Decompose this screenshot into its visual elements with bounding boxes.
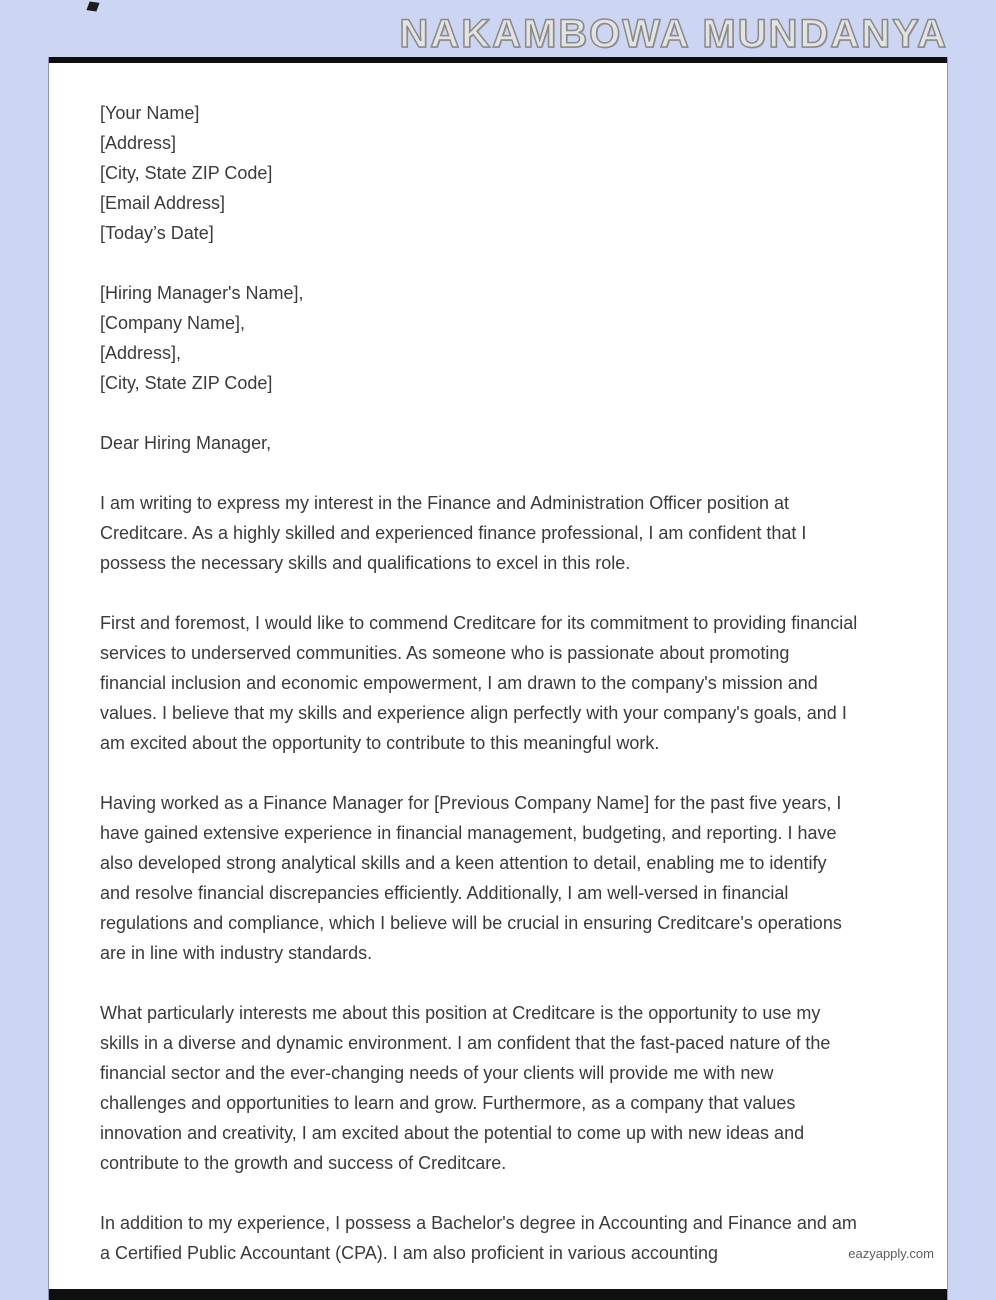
sender-date-line: [Today’s Date] <box>100 223 214 243</box>
sender-city-line: [City, State ZIP Code] <box>100 163 273 183</box>
watermark: eazyapply.com <box>848 1246 934 1261</box>
recipient-name-line: [Hiring Manager's Name], <box>100 283 304 303</box>
paragraph-experience: Having worked as a Finance Manager for [Previous Company Name] for the past five years, I have gained extensive experience in financial management, budgeting, and reporting. I have also developed strong analytical skills and a keen attention to detail, enabling me to identify and resolve financial discrepancies efficiently. Additionally, I am well-versed in financial regulations and compliance, which I believe will be crucial in ensuring Creditcare's operations are in line with industry standards. <box>100 793 842 963</box>
paragraph-company-praise: First and foremost, I would like to commend Creditcare for its commitment to providing financial services to underserved communities. As someone who is passionate about promoting financial inclusion and economic empowerment, I am drawn to the company's mission and values. I believe that my skills and experience align perfectly with your company's goals, and I am excited about the opportunity to contribute to this meaningful work. <box>100 613 858 753</box>
corner-artifact <box>86 1 99 11</box>
letter-sheet <box>48 57 948 1300</box>
recipient-address-line: [Address], <box>100 343 182 363</box>
letter-content <box>49 63 947 1298</box>
sender-email-line: [Email Address] <box>100 193 226 213</box>
paragraph-qualifications: In addition to my experience, I possess a Bachelor's degree in Accounting and Finance and am a Certified Public Accountant (CPA). I am also proficient in various accounting <box>100 1213 857 1263</box>
bottom-rule <box>49 1289 947 1300</box>
recipient-city-line: [City, State ZIP Code] <box>100 373 273 393</box>
paragraph-interest: What particularly interests me about this position at Creditcare is the opportunity to use my skills in a diverse and dynamic environment. I am confident that the fast-paced nature of the financial sector and the ever-changing needs of your clients will provide me with new challenges and opportunities to learn and grow. Furthermore, as a company that values innovation and creativity, I am excited about the potential to come up with new ideas and contribute to the growth and success of Creditcare. <box>100 1003 831 1173</box>
recipient-company-line: [Company Name], <box>100 313 246 333</box>
brand-title: NAKAMBOWA MUNDANYA <box>399 12 948 56</box>
paragraph-intro: I am writing to express my interest in the Finance and Administration Officer position at Creditcare. As a highly skilled and experienced finance professional, I am confident that I possess the necessary skills and qualifications to excel in this role. <box>100 493 807 573</box>
recipient-block <box>100 278 859 398</box>
sender-block <box>100 98 859 248</box>
sender-address-line: [Address] <box>100 133 177 153</box>
sender-name-line: [Your Name] <box>100 103 200 123</box>
top-rule <box>49 57 947 63</box>
salutation: Dear Hiring Manager, <box>100 433 272 453</box>
